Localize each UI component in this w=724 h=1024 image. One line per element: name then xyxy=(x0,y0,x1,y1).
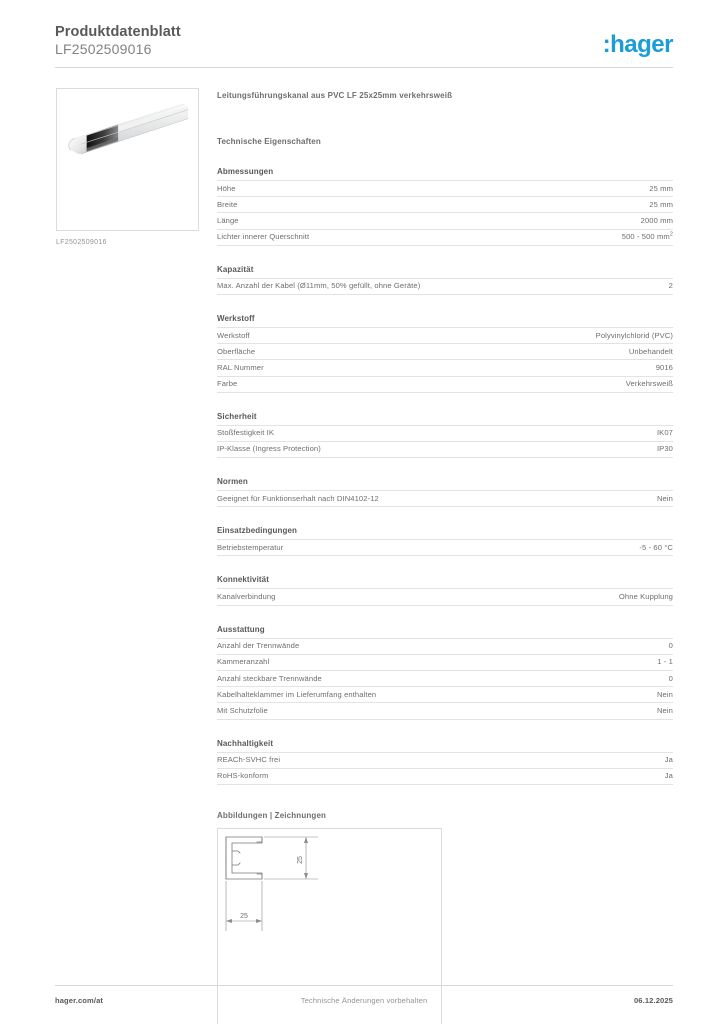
spec-table xyxy=(217,425,673,458)
spec-row xyxy=(217,376,673,392)
spec-group xyxy=(217,525,673,556)
spec-row xyxy=(217,425,673,441)
spec-value: -5 - 60 °C xyxy=(639,542,673,552)
spec-row xyxy=(217,752,673,768)
spec-row xyxy=(217,638,673,654)
trunking-illustration xyxy=(57,89,198,230)
spec-label: Werkstoff xyxy=(217,330,250,340)
spec-group-title: Nachhaltigkeit xyxy=(217,738,274,748)
spec-row xyxy=(217,229,673,245)
spec-label: Länge xyxy=(217,215,239,225)
page-title: Produktdatenblatt xyxy=(55,24,181,40)
spec-table xyxy=(217,490,673,507)
spec-group-title: Konnektivität xyxy=(217,575,269,585)
spec-label: Kammeranzahl xyxy=(217,657,270,667)
hager-logo xyxy=(603,32,673,58)
spec-row xyxy=(217,197,673,213)
footer-divider xyxy=(55,985,673,986)
spec-value: 9016 xyxy=(655,362,673,372)
spec-group xyxy=(217,574,673,605)
spec-value: Verkehrsweiß xyxy=(625,379,673,389)
spec-value: 2 xyxy=(668,281,673,291)
datasheet-content xyxy=(217,90,673,1024)
spec-row xyxy=(217,687,673,703)
spec-label: Mit Schutzfolie xyxy=(217,705,268,715)
spec-table xyxy=(217,539,673,556)
drawings-section xyxy=(217,810,673,1024)
spec-row xyxy=(217,360,673,376)
spec-row xyxy=(217,540,673,556)
spec-group xyxy=(217,624,673,720)
spec-group xyxy=(217,738,673,785)
spec-group-title: Kapazität xyxy=(217,264,254,274)
spec-row xyxy=(217,589,673,605)
spec-group-title: Sicherheit xyxy=(217,411,257,421)
spec-label: REACh-SVHC frei xyxy=(217,755,281,765)
spec-value: 2000 mm xyxy=(640,215,673,225)
dimension-height-label: 25 xyxy=(297,856,304,864)
spec-value: 0 xyxy=(668,673,673,683)
spec-table xyxy=(217,327,673,393)
spec-label: Anzahl steckbare Trennwände xyxy=(217,673,322,683)
product-image xyxy=(56,88,199,231)
spec-table xyxy=(217,278,673,295)
spec-value: Ja xyxy=(664,771,673,781)
page-footer xyxy=(55,995,673,1011)
spec-label: Breite xyxy=(217,199,238,209)
spec-value: Ohne Kupplung xyxy=(618,592,673,602)
spec-value: 500 - 500 $mm^2$ xyxy=(621,231,673,242)
spec-group xyxy=(217,476,673,507)
spec-label: Farbe xyxy=(217,379,238,389)
spec-label: Oberfläche xyxy=(217,346,256,356)
spec-value: 1 - 1 xyxy=(657,657,673,667)
spec-label: Kabelhalteklammer im Lieferumfang enthalten xyxy=(217,689,377,699)
spec-table xyxy=(217,752,673,785)
spec-value: 0 xyxy=(668,641,673,651)
spec-label: Betriebstemperatur xyxy=(217,542,284,552)
spec-row xyxy=(217,654,673,670)
drawings-title: Abbildungen | Zeichnungen xyxy=(217,810,327,820)
spec-row xyxy=(217,441,673,457)
spec-value: Nein xyxy=(656,493,673,503)
spec-label: RoHS-konform xyxy=(217,771,269,781)
spec-label: Lichter innerer Querschnitt xyxy=(217,232,310,242)
spec-group xyxy=(217,313,673,393)
spec-group-title: Abmessungen xyxy=(217,167,274,176)
spec-label: Geeignet für Funktionserhalt nach DIN4102-12 xyxy=(217,493,379,503)
spec-group xyxy=(217,264,673,295)
product-image-caption: LF2502509016 xyxy=(56,239,107,246)
spec-value: Unbehandelt xyxy=(628,346,673,356)
spec-value: Nein xyxy=(656,705,673,715)
spec-value: IP30 xyxy=(656,444,673,454)
spec-row xyxy=(217,327,673,343)
spec-label: Stoßfestigkeit IK xyxy=(217,428,274,438)
spec-label: RAL Nummer xyxy=(217,362,264,372)
spec-row xyxy=(217,768,673,784)
spec-row xyxy=(217,278,673,294)
spec-group-title: Einsatzbedingungen xyxy=(217,526,298,536)
spec-row xyxy=(217,213,673,229)
spec-group xyxy=(217,166,673,246)
spec-row xyxy=(217,491,673,507)
page-header xyxy=(55,24,673,64)
spec-row xyxy=(217,181,673,197)
spec-groups xyxy=(217,166,673,785)
spec-label: Kanalverbindung xyxy=(217,592,276,602)
spec-group-title: Ausstattung xyxy=(217,624,265,634)
logo-colon-icon: : xyxy=(602,31,611,58)
spec-value: Ja xyxy=(664,755,673,765)
spec-label: Anzahl der Trennwände xyxy=(217,641,300,651)
spec-row xyxy=(217,344,673,360)
spec-row xyxy=(217,703,673,719)
footer-website[interactable]: hager.com/at xyxy=(55,996,104,1005)
technical-properties-title: Technische Eigenschaften xyxy=(217,137,321,146)
header-divider xyxy=(55,67,673,68)
spec-value: Nein xyxy=(656,689,673,699)
spec-label: Höhe xyxy=(217,183,236,193)
superscript-two: 2 xyxy=(669,231,673,238)
spec-label: Max. Anzahl der Kabel (Ø11mm, 50% gefüllt, ohne Geräte) xyxy=(217,281,421,291)
spec-row xyxy=(217,671,673,687)
spec-table xyxy=(217,588,673,605)
spec-label: IP-Klasse (Ingress Protection) xyxy=(217,444,321,454)
product-description: Leitungsführungskanal aus PVC LF 25x25mm verkehrsweiß xyxy=(217,91,453,100)
product-figure xyxy=(56,88,201,248)
article-number: LF2502509016 xyxy=(55,41,152,57)
spec-table xyxy=(217,638,673,720)
spec-group-title: Normen xyxy=(217,477,248,487)
footer-date: 06.12.2025 xyxy=(633,996,673,1005)
spec-value: 25 mm xyxy=(649,199,673,209)
dimension-width-label: 25 xyxy=(240,912,248,920)
spec-value: IK07 xyxy=(656,428,673,438)
spec-value: Polyvinylchlorid (PVC) xyxy=(595,330,673,340)
logo-wordmark: hager xyxy=(610,31,673,58)
footer-disclaimer: Technische Änderungen vorbehalten xyxy=(300,996,428,1005)
spec-table xyxy=(217,180,673,246)
spec-group-title: Werkstoff xyxy=(217,313,255,323)
spec-value: 25 mm xyxy=(649,183,673,193)
spec-group xyxy=(217,411,673,458)
